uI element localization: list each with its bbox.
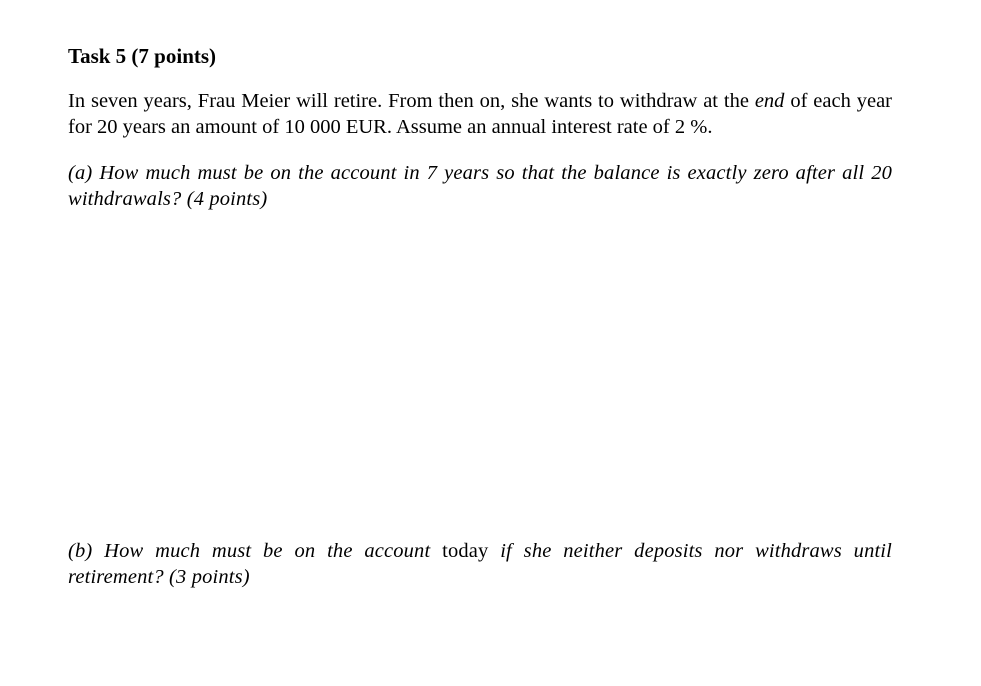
question-a: (a) How much must be on the account in 7 years so that the balance is exactly zero after all 20 withdrawals? (4 points) (68, 162, 892, 210)
question-b-upright-today: today (442, 540, 489, 562)
intro-text-rest: of each year for 20 years an amount of 10 000 EUR. Assume an annual interest rate of 2 %. (68, 90, 892, 138)
question-b-text-rest: if she neither deposits nor withdraws until retirement? (3 points) (68, 540, 893, 588)
question-b-text-start: (b) How much must be on the account (68, 540, 443, 562)
question-b (68, 538, 892, 590)
document-page (68, 42, 893, 588)
task-description (68, 88, 892, 140)
task-title: Task 5 (7 points) (68, 44, 217, 68)
intro-text-start: In seven years, Frau Meier will retire. From then on, she wants to withdraw at the (68, 90, 755, 112)
intro-emphasis-end: end (754, 90, 785, 112)
